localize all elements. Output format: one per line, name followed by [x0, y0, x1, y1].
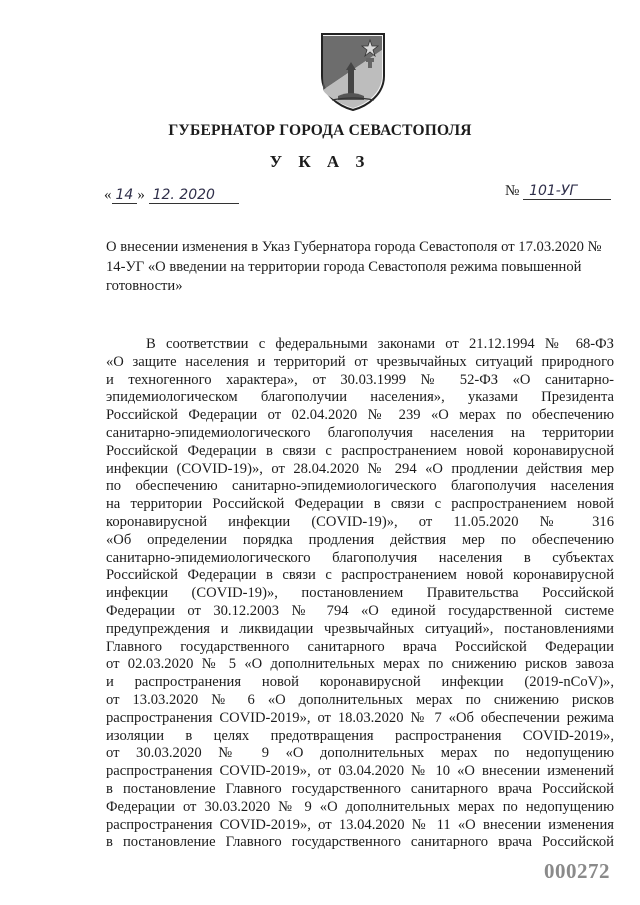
body-line: Федерации от 30.03.2020 № 9 «О дополнительных мерах по недопущению [106, 798, 614, 815]
number-sign: № [505, 183, 520, 199]
decree-date [104, 187, 239, 204]
page-stamp-number: 000272 [544, 859, 610, 883]
body-line: распространения COVID-2019», от 13.04.2020 № 11 «О внесении изменения [106, 816, 614, 833]
body-line: распространения COVID-2019», от 18.03.2020 № 7 «Об обеспечении режима [106, 709, 614, 726]
body-line: изоляции в целях предотвращения распространения COVID-2019», [106, 727, 614, 744]
body-line: инфекции (COVID-19)», от 28.04.2020 № 294 «О продлении действия мер [106, 460, 614, 477]
date-month-year: 12. 2020 [149, 187, 239, 204]
body-line: Российской Федерации от 02.04.2020 № 239 «О мерах по обеспечению [106, 407, 614, 424]
body-line: Главного государственного санитарного врача Российской Федерации [106, 638, 614, 655]
body-line: по обеспечению санитарно-эпидемиологического благополучия населения [106, 478, 614, 495]
number-value: 101-УГ [523, 183, 611, 200]
date-open-quote: « [104, 187, 112, 203]
body-line: Российской Федерации в связи с распространением новой коронавирусной [106, 567, 614, 584]
body-line: распространения COVID-2019», от 03.04.2020 № 10 «О внесении изменений [106, 763, 614, 780]
body-line: от 30.03.2020 № 9 «О дополнительных мерах по недопущению [106, 745, 614, 762]
body-line: от 13.03.2020 № 6 «О дополнительных мерах по снижению рисков [106, 691, 614, 708]
body-line: В соответствии с федеральными законами от 21.12.1994 № 68-ФЗ [146, 336, 614, 352]
body-line: в постановление Главного государственного санитарного врача Российской [106, 834, 614, 851]
body-line: и распространения новой коронавирусной инфекции (2019-nCoV)», [106, 674, 614, 691]
body-line: эпидемиологическом благополучии населения», указами Президента [106, 389, 614, 406]
body-line: Российской Федерации в связи с распространением новой коронавирусной [106, 442, 614, 459]
body-line: и техногенного характера», от 30.03.1999 № 52-ФЗ «О санитарно- [106, 371, 614, 388]
body-line: на территории Российской Федерации в связи с распространением новой [106, 496, 614, 513]
date-close-quote: » [137, 187, 145, 203]
body-line: от 02.03.2020 № 5 «О дополнительных мерах по снижению рисков завоза [106, 656, 614, 673]
body-line: санитарно-эпидемиологического благополучия населения на территории [106, 424, 614, 441]
document-type-heading: У К А З [269, 152, 371, 171]
body-line: предупреждения и ликвидации чрезвычайных ситуаций», постановлениями [106, 620, 614, 637]
decree-number [505, 183, 611, 200]
body-line: Федерации от 30.12.2003 № 794 «О единой государственной системе [106, 602, 614, 619]
authority-heading: ГУБЕРНАТОР ГОРОДА СЕВАСТОПОЛЯ [168, 122, 472, 139]
decree-subject: О внесении изменения в Указ Губернатора города Севастополя от 17.03.2020 № 14-УГ «О введении на территории города Севастополя режима повышенной готовности» [106, 239, 602, 294]
body-line: санитарно-эпидемиологического благополучия населения в субъектах [106, 549, 614, 566]
body-line: в постановление Главного государственного санитарного врача Российской [106, 780, 614, 797]
body-line: инфекции (COVID-19)», постановлением Правительства Российской [106, 585, 614, 602]
decree-body [106, 336, 614, 852]
body-line: «Об определении порядка продления действия мер по обеспечению [106, 531, 614, 548]
body-line: «О защите населения и территорий от чрезвычайных ситуаций природного [106, 353, 614, 370]
body-line: коронавирусной инфекции (COVID-19)», от 11.05.2020 № 316 [106, 513, 614, 530]
coat-of-arms-icon [318, 30, 388, 112]
date-day: 14 [112, 187, 138, 204]
